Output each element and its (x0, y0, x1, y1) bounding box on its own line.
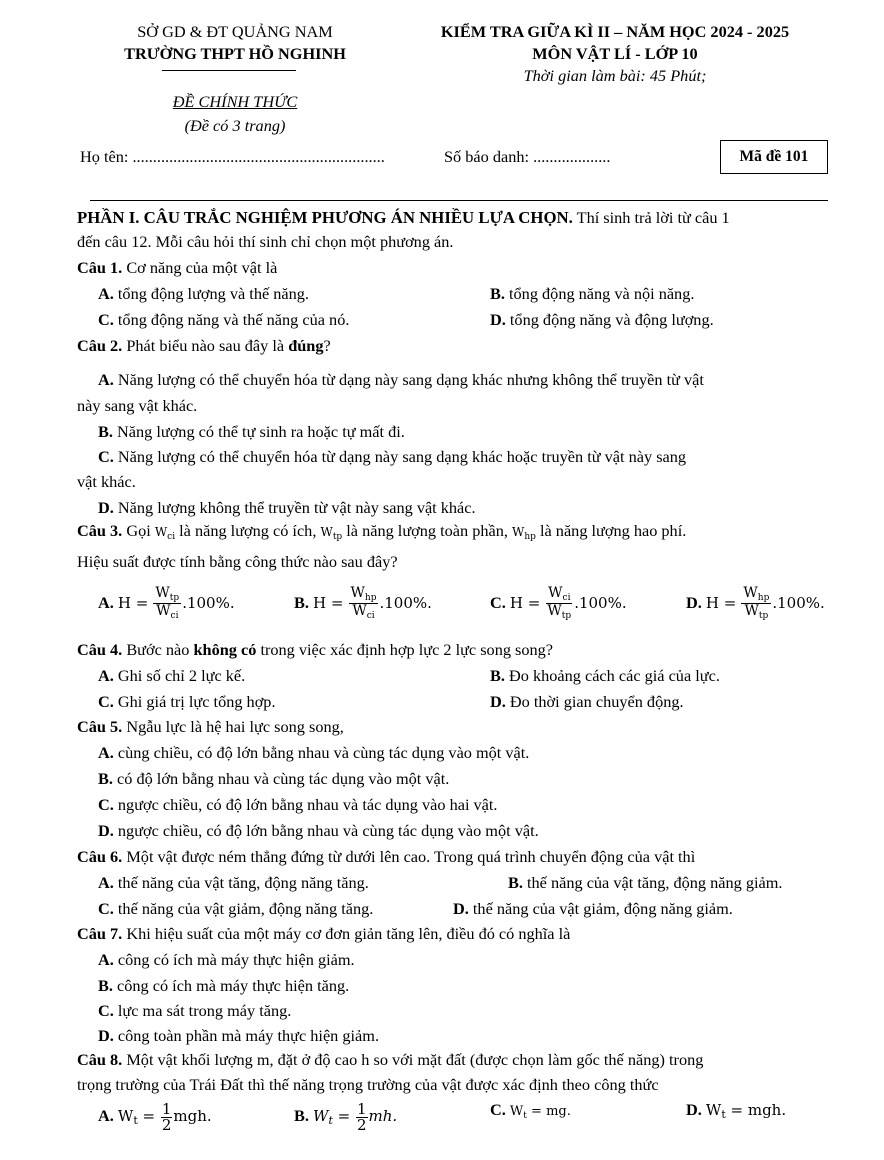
q8-option-c[interactable]: C. $W_t$ = mg. (490, 1100, 571, 1121)
q7-option-b[interactable]: B. công có ích mà máy thực hiện tăng. (98, 976, 350, 995)
question-2: Câu 2. Phát biểu nào sau đây là đúng? (77, 336, 331, 355)
q4-option-a[interactable]: A. Ghi số chỉ 2 lực kế. (98, 666, 246, 685)
question-4: Câu 4. Bước nào không có trong việc xác định hợp lực 2 lực song song? (77, 640, 554, 659)
department-name: SỞ GD & ĐT QUẢNG NAM (137, 22, 333, 41)
candidate-number-field[interactable]: Số báo danh: ................... (444, 147, 611, 166)
q1-option-c[interactable]: C. tổng động năng và thế năng của nó. (98, 310, 350, 329)
q6-option-a[interactable]: A. thế năng của vật tăng, động năng tăng. (98, 873, 369, 892)
q7-option-a[interactable]: A. công có ích mà máy thực hiện giảm. (98, 950, 355, 969)
q3-option-c[interactable]: C. H = $\frac{W_{ci}}{W_{tp}}$ .100%. (490, 585, 627, 622)
exam-time: Thời gian làm bài: 45 Phút; (523, 66, 707, 85)
q5-option-b[interactable]: B. có độ lớn bằng nhau và cùng tác dụng vào một vật. (98, 769, 450, 788)
q3-option-a[interactable]: A. H = $\frac{W_{tp}}{W_{ci}}$ .100%. (98, 585, 235, 622)
question-8-line2: trọng trường của Trái Đất thì thế năng trọng trường của vật được xác định theo công thức (77, 1075, 659, 1094)
q4-option-b[interactable]: B. Đo khoảng cách các giá của lực. (490, 666, 720, 685)
q7-option-d[interactable]: D. công toàn phần mà máy thực hiện giảm. (98, 1026, 380, 1045)
q2-option-a[interactable]: A. Năng lượng có thể chuyển hóa từ dạng này sang dạng khác nhưng không thể truyền từ vật (98, 370, 704, 389)
question-1: Câu 1. Cơ năng của một vật là (77, 258, 278, 277)
q6-option-b[interactable]: B. thế năng của vật tăng, động năng giảm. (508, 873, 783, 892)
q2-option-a-cont: này sang vật khác. (77, 396, 198, 415)
q7-option-c[interactable]: C. lực ma sát trong máy tăng. (98, 1001, 292, 1020)
q3-option-b[interactable]: B. H = $\frac{W_{hp}}{W_{ci}}$ .100%. (294, 585, 432, 622)
official-label: ĐỀ CHÍNH THỨC (172, 92, 298, 111)
question-3-line2: Hiệu suất được tính bằng công thức nào sau đây? (77, 552, 398, 571)
q1-option-b[interactable]: B. tổng động năng và nội năng. (490, 284, 695, 303)
question-7: Câu 7. Khi hiệu suất của một máy cơ đơn giản tăng lên, điều đó có nghĩa là (77, 924, 571, 943)
part1-heading: PHẦN I. CÂU TRẮC NGHIỆM PHƯƠNG ÁN NHIỀU LỰA CHỌN. Thí sinh trả lời từ câu 1 (77, 208, 730, 227)
q5-option-a[interactable]: A. cùng chiều, có độ lớn bằng nhau và cùng tác dụng vào một vật. (98, 743, 530, 762)
q8-option-a[interactable]: A. $W_t$ = $\frac{1}{2}$ mgh. (98, 1100, 212, 1134)
q5-option-d[interactable]: D. ngược chiều, có độ lớn bằng nhau và cùng tác dụng vào một vật. (98, 821, 539, 840)
q8-option-b[interactable]: B. $W_t$ = $\frac{1}{2}$ mh. (294, 1100, 398, 1134)
q5-option-c[interactable]: C. ngược chiều, có độ lớn bằng nhau và tác dụng vào hai vật. (98, 795, 498, 814)
q4-option-c[interactable]: C. Ghi giá trị lực tổng hợp. (98, 692, 276, 711)
q4-option-d[interactable]: D. Đo thời gian chuyển động. (490, 692, 684, 711)
part1-intro: đến câu 12. Mỗi câu hỏi thí sinh chỉ chọn một phương án. (77, 232, 454, 251)
q2-option-c[interactable]: C. Năng lượng có thể chuyển hóa từ dạng này sang dạng khác hoặc truyền từ vật này sang (98, 447, 687, 466)
question-3: Câu 3. Gọi $W_{ci}$ là năng lượng có ích, $W_{tp}$ là năng lượng toàn phần, $W_{hp}$ là năng lượng hao phí. (77, 521, 687, 542)
q1-option-d[interactable]: D. tổng động năng và động lượng. (490, 310, 714, 329)
header-rule (90, 200, 828, 201)
subject-title: MÔN VẬT LÍ - LỚP 10 (532, 44, 698, 63)
q2-option-c-cont: vật khác. (77, 472, 136, 491)
q8-option-d[interactable]: D. $W_t$ = mgh. (686, 1100, 787, 1121)
question-6: Câu 6. Một vật được ném thẳng đứng từ dưới lên cao. Trong quá trình chuyển động của vật thì (77, 847, 696, 866)
q2-option-b[interactable]: B. Năng lượng có thể tự sinh ra hoặc tự mất đi. (98, 422, 405, 441)
school-name: TRƯỜNG THPT HỒ NGHINH (124, 44, 346, 63)
q6-option-c[interactable]: C. thế năng của vật giảm, động năng tăng. (98, 899, 374, 918)
q1-option-a[interactable]: A. tổng động lượng và thế năng. (98, 284, 309, 303)
header-divider (162, 70, 296, 71)
q6-option-d[interactable]: D. thế năng của vật giảm, động năng giảm. (453, 899, 733, 918)
exam-code-box: Mã đề 101 (720, 140, 828, 174)
exam-title: KIỂM TRA GIỮA KÌ II – NĂM HỌC 2024 - 2025 (440, 22, 790, 41)
q2-option-d[interactable]: D. Năng lượng không thể truyền từ vật này sang vật khác. (98, 498, 476, 517)
question-5: Câu 5. Ngẫu lực là hệ hai lực song song, (77, 717, 344, 736)
question-8: Câu 8. Một vật khối lượng m, đặt ở độ cao h so với mặt đất (được chọn làm gốc thế năng) trong (77, 1050, 704, 1069)
q3-option-d[interactable]: D. H = $\frac{W_{hp}}{W_{tp}}$ .100%. (686, 585, 825, 622)
name-field[interactable]: Họ tên: .............................................................. (80, 147, 385, 166)
page-count: (Đề có 3 trang) (184, 116, 286, 135)
